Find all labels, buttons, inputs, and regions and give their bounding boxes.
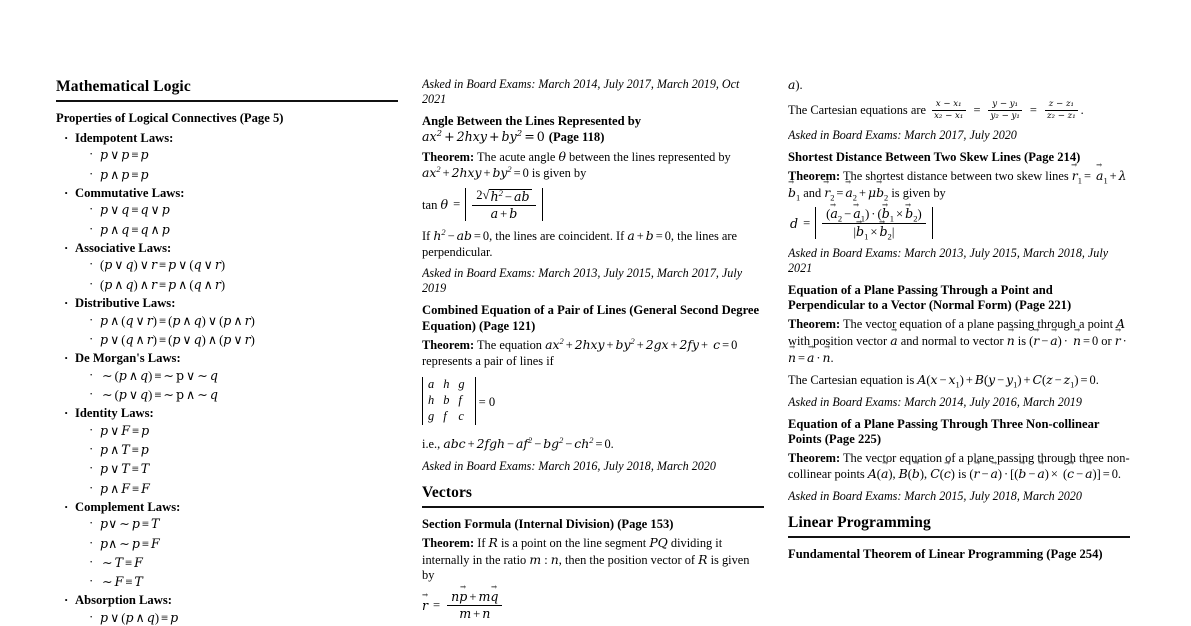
determinant-row [426,393,472,409]
cell: c [458,409,464,424]
law-item: · (p ∨ q) ∨ r ≡ p ∨ (q ∨ r) [89,256,398,274]
fraction-z: $\frac{\text{z − z₁}}{\text{z₂ − z₁}}$ [1043,100,1080,122]
cell: g [428,409,435,424]
three-column-layout [56,78,1145,626]
cartesian-equation-plane: The Cartesian equation is $A(x - x_1) + B(y - y_1) + C(z - z_1) = 0$. [788,372,1099,390]
law-items [75,256,398,294]
law-group-identity [64,405,398,498]
section-rule [56,100,398,102]
law-item: · p ∨ q ≡ q ∨ p [89,201,398,219]
theorem-label: Theorem: [422,536,475,551]
law-item: · p ∨ F ≡ p [89,422,398,440]
theorem-angle-between-lines [422,149,764,182]
determinant-expansion: i.e., abc + $2fgh - af^2 - bg^2 - ch^2 = 0$. [422,434,614,451]
subsection-title-fundamental-theorem-lp: Fundamental Theorem of Linear Programming (Page 254) [788,547,1103,562]
cell: f [458,393,462,408]
column-mathematical-logic [56,78,398,626]
law-item: · p ∨ p ≡ p [89,146,398,164]
theorem-shortest-distance [788,168,1130,201]
law-item: · p ∧ q ≡ q ∧ p [89,221,398,239]
fraction-x: $\frac{\text{x − x₁}}{\text{x₂ − x₁}}$ [930,100,967,122]
column-lines-and-vectors [422,78,764,626]
law-item: · ∼ T ≡ F [89,554,398,572]
asked-in-board-exams: Asked in Board Exams: March 2015, July 2018, March 2020 [788,488,1082,503]
formula-position-vector: r → = $\frac{np \to + mq \to}{m + n}$ [422,590,764,621]
section-title-vectors: Vectors [422,483,473,501]
title-equation: $ax^2 + 2hxy + by^2 = 0$ [422,129,545,145]
determinant-row [426,377,472,393]
asked-in-board-exams: Asked in Board Exams: March 2013, July 2015, March 2018, July 2021 [788,245,1109,275]
theorem-label: Theorem: [788,450,841,465]
theorem-plane-point-normal [788,316,1130,366]
asked-in-board-exams: Asked in Board Exams: March 2016, July 2018, March 2020 [422,458,716,473]
law-group-commutative [64,185,398,239]
law-items [75,201,398,239]
law-items [75,422,398,498]
law-item: · p ∧ (q ∨ r) ≡ (p ∧ q) ∨ (p ∧ r) [89,312,398,330]
cell: h [443,377,450,392]
law-items [75,609,398,626]
theorem-text: The vector equation of a plane passing through three non-collinear points A(a →), B(b →), C(c →) is (r → − a →) · [(b → − a →) × (c → − a →)] = 0. [788,451,1130,482]
law-item: · (p ∧ q) ∧ r ≡ p ∧ (q ∧ r) [89,276,398,294]
law-items [75,146,398,184]
law-item: · p ∨ (q ∧ r) ≡ (p ∨ q) ∧ (p ∨ r) [89,331,398,349]
law-item: · p∨ ∼ p ≡ T [89,515,398,533]
cell: h [428,393,435,408]
cell: g [458,377,465,392]
formula-tan-theta: tan θ = 2 √ $h^2$ − ab a + b [422,188,764,221]
column-planes-and-lp [788,78,1130,626]
law-item: · p∧ ∼ p ≡ F [89,535,398,553]
determinant-equation [422,375,764,429]
subsection-title-shortest-distance: Shortest Distance Between Two Skew Lines (Page 214) [788,149,1081,164]
theorem-plane-three-points [788,451,1130,483]
subsection-title-angle-between-lines [422,114,764,146]
determinant-value: = 0 [478,394,496,409]
section-title-linear-programming: Linear Programming [788,513,931,531]
law-group-label: Absorption Laws: [75,593,172,608]
theorem-text: The vector equation of a plane passing through a point A with position vector a → and normal to vector n → is (r → − a →) · n → = 0 or r → ·n → = a → · n →. [788,317,1129,364]
asked-in-board-exams: Asked in Board Exams: March 2013, July 2015, March 2017, July 2019 [422,266,743,296]
law-group-label: Distributive Laws: [75,295,176,310]
subsection-title-plane-three-points: Equation of a Plane Passing Through Three Non-collinear Points (Page 225) [788,416,1100,447]
law-group-label: Complement Laws: [75,499,181,514]
asked-in-board-exams: Asked in Board Exams: March 2014, July 2016, March 2019 [788,394,1082,409]
law-item: · ∼ (p ∨ q) ≡ ∼ p ∧ ∼ q [89,386,398,404]
subsection-title-section-formula: Section Formula (Internal Division) (Page 153) [422,516,674,531]
law-group-de-morgan [64,350,398,404]
cell: a [428,377,435,392]
period: . [1080,102,1084,117]
section-title-mathematical-logic: Mathematical Logic [56,78,191,95]
fragment-continued-line: a →). [788,78,1130,94]
law-group-distributive [64,295,398,349]
fraction-y: $\frac{\text{y − y₁}}{\text{y₂ − y₁}}$ [987,100,1024,122]
law-item: · p ∧ F ≡ F [89,480,398,498]
law-items [75,367,398,405]
theorem-text: The shortest distance between two skew lines $r \to_1 = a \to_1 + \lambda b \to_1$ and $r \to_2 = a \to_2 + \mu b \to_2$ is given by [788,169,1127,200]
section-rule [422,506,764,508]
cartesian-equations-line: The Cartesian equations are $\frac{\text{x − x₁}}{\text{x₂ − x₁}}$ = $\frac{\text{y − y₁}}{\text{y₂ − y₁}}$ = $\frac{\text{z − z₁}}{\text{z₂ − z₁}}$ . [788,98,1084,122]
law-group-complement [64,499,398,592]
title-page-ref: (Page 118) [548,130,605,145]
law-item: · p ∨ (p ∧ q) ≡ p [89,609,398,626]
law-item: · p ∧ T ≡ p [89,441,398,459]
law-group-label: Identity Laws: [75,406,154,421]
theorem-label: Theorem: [788,169,841,184]
law-items [75,312,398,350]
law-items [75,515,398,591]
theorem-label: Theorem: [422,149,475,164]
theorem-text: The acute angle θ between the lines represented by $ax^2 + 2hxy + by^2 = 0$ is given by [422,148,731,181]
law-group-label: Idempotent Laws: [75,130,174,145]
law-item: · p ∨ T ≡ T [89,460,398,478]
law-group-idempotent [64,130,398,184]
logical-laws-list [56,130,398,626]
theorem-combined-equation [422,337,764,369]
theorem-text: If R is a point on the line segment PQ dividing it internally in the ratio m : n, then the position vector of R is given by [422,535,750,583]
law-item: · p ∧ p ≡ p [89,166,398,184]
cartesian-lead-text: The Cartesian equations are [788,102,926,117]
subsection-title-logical-connectives: Properties of Logical Connectives (Page 5) [56,111,284,126]
law-group-absorption [64,592,398,626]
theorem-label: Theorem: [422,338,475,353]
title-text: Angle Between the Lines Represented by [422,113,642,128]
theorem-label: Theorem: [788,317,841,332]
law-group-label: De Morgan's Laws: [75,351,181,366]
law-group-associative [64,240,398,294]
law-item: · ∼ (p ∧ q) ≡ ∼ p ∨ ∼ q [89,367,398,385]
determinant-matrix [422,377,476,425]
subsection-title-plane-point-normal: Equation of a Plane Passing Through a Point and Perpendicular to a Vector (Normal Form) (Page 221) [788,282,1072,312]
law-group-label: Commutative Laws: [75,185,185,200]
asked-in-board-exams: Asked in Board Exams: March 2014, July 2017, March 2019, Oct 2021 [422,78,740,106]
determinant-row [426,409,472,425]
cell: f [443,409,447,424]
law-item: · ∼ F ≡ T [89,573,398,591]
formula-shortest-distance: d = $\frac{(a \to_2 - a \to_1) \cdot (b \to_1 \times b \to_2)}{|b \to_1 \times b \to_2|}$ [788,207,1130,238]
theorem-section-formula [422,535,764,584]
theorem-text: The equation $ax^2 + 2hxy + by^2 + 2gx + 2fy + c = 0$ represents a pair of lines if [422,335,738,368]
law-group-label: Associative Laws: [75,240,172,255]
section-rule [788,536,1130,538]
asked-in-board-exams: Asked in Board Exams: March 2017, July 2020 [788,127,1017,142]
subsection-title-combined-equation: Combined Equation of a Pair of Lines (General Second Degree Equation) (Page 121) [422,303,760,333]
note-coincident-perpendicular: If $h^2$ − ab = 0, the lines are coincident. If a + b = 0, the lines are perpendicular. [422,227,737,259]
cell: b [443,393,450,408]
